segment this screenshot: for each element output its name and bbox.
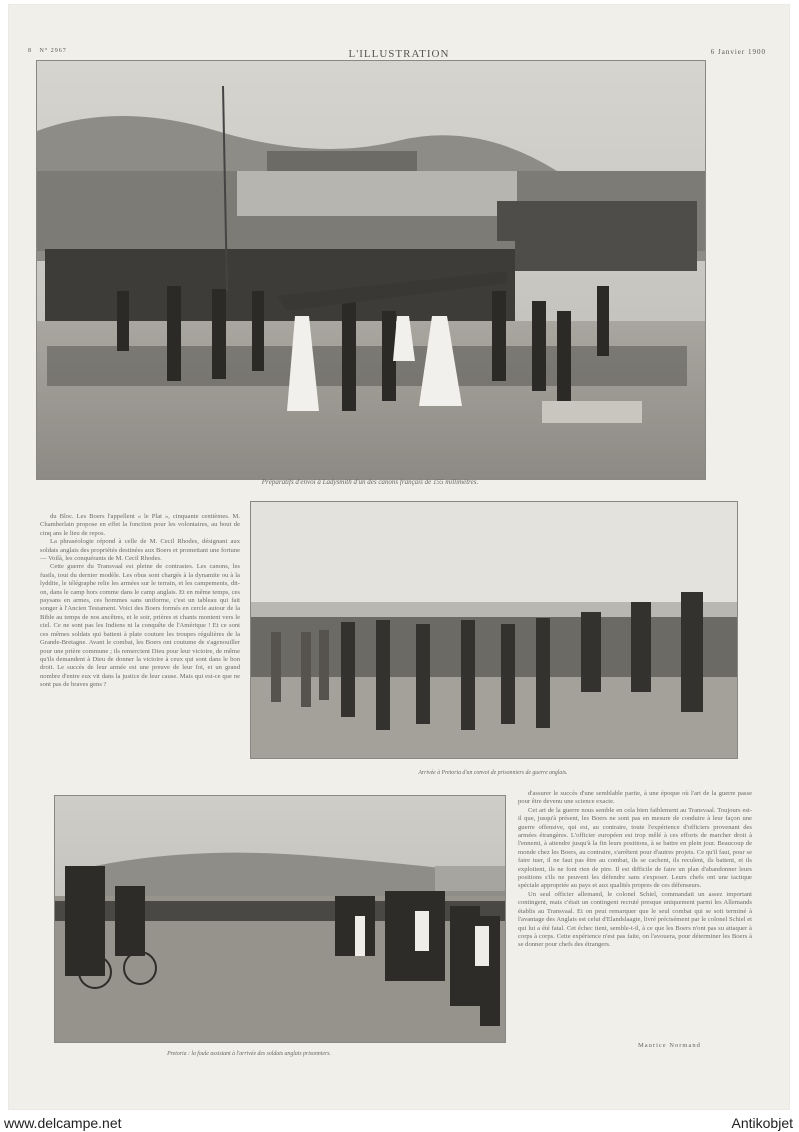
article-paragraph: du Bloc. Les Boers l'appellent « le Plat », cinquante centièmes. M. Chamberlain propose en effet la fonction pour les volontaires, au bout de cinq ans le lieu de repos. <box>40 513 240 537</box>
footer-right-brand: Antikobjet <box>731 1115 793 1131</box>
photo-caption-convoy: Arrivée à Pretoria d'un convoi de prisonniers de guerre anglais. <box>418 770 568 776</box>
issue-number: N° 2967 <box>39 48 67 54</box>
author-signature: Maurice Normand <box>638 1042 701 1049</box>
article-paragraph: d'assurer le succès d'une semblable partie, à une époque où l'art de la guerre passe pour être devenu une science exacte. <box>518 790 752 806</box>
photo-caption-crowd: Pretoria : la foule assistant à l'arrivée des soldats anglais prisonniers. <box>167 1051 331 1057</box>
newspaper-page <box>8 4 790 1110</box>
photo-caption-cannon: Préparatifs d'envoi à Ladysmith d'un des canons français de 155 millimètres. <box>261 478 479 486</box>
photo-pretoria-crowd <box>54 795 506 1043</box>
photo-prisoner-convoy <box>250 501 738 759</box>
issue-date: 6 Janvier 1900 <box>710 48 766 56</box>
article-paragraph: Cet art de la guerre nous semble en cela bien faiblement au Transvaal. Toujours est-il que, jusqu'à présent, les Boers ne sont pas en mesure de conduire à leur façon une guerre offensive, qui est, au contraire, toute l'expérience d'officiers provenant des armées étrangères. L'officier européen est trop mêlé à ces efforts de marcher droit à l'ennemi, à attendre jusqu'à la fin leurs positions, à se battre en plein jour. Beaucoup de monde chez les Boers, au contraire, s'arrêtent pour d'autres projets. Ce qu'il faut, pour se faire tuer, il ne faut pas être au combat, ils se cachent, ils reculent, ils battent, et ils exploitent, ils ne font rien de pire. Il est difficile de faire un plan d'abandonner leurs positions s'ils ne peuvent les défendre sans s'exposer. Leurs chefs ont une tactique spéciale appropriée au pays et aux qualités propres de ces défenseurs. <box>518 806 752 890</box>
article-paragraph: La phraséologie répond à celle de M. Cecil Rhodes, désignant aux soldats anglais des propriétés destinées aux Boers et promettant une fortune — Voilà, les conquérants de M. Cecil Rhodes. <box>40 538 240 563</box>
footer-bar <box>0 1113 799 1132</box>
footer-left-link[interactable]: www.delcampe.net <box>4 1115 122 1131</box>
article-column-right <box>518 790 752 1038</box>
page-number: 8 N° 2967 <box>28 48 67 54</box>
article-paragraph: Un seul officier allemand, le colonel Schiel, commandait un assez important contingent, mais c'était un contingent recruté presque uniquement parmi les Allemands établis au Transvaal. Et on peut remarquer que le seul combat qui se soit terminé à l'avantage des Anglais est celui d'Elandslaagte, livré précisément par le colonel Schiel et qui lui a été fatal. Cet échec tient, semble-t-il, à ce que les Boers n'ont pas su attaquer à corps à corps. Cette expérience n'est pas faite, on l'avouera, pour déterminer les Boers à se donner pour chefs des étrangers. <box>518 890 752 949</box>
article-column-left <box>40 513 240 791</box>
photo-cannon-preparation <box>36 60 706 480</box>
masthead-title: L'ILLUSTRATION <box>348 48 450 60</box>
article-paragraph: Cette guerre du Transvaal est pleine de contrastes. Les canons, les fusils, tout du dernier modèle. Les obus sont chargés à la dynamite ou à la lyddite, le télégraphe relie les armées sur le terrain, et les campements, dit-on, dans le camp hors comme dans le camp anglais. Et en même temps, ces paysans en armes, ces hommes sans uniforme, c'est un tableau qui fait songer à l'Ancien Testament. Voici des Boers formés en cercle autour de la Bible au temps de nos ancêtres, et le soir, prières et chants montent vers le ciel. Ce ne sont pas les Indiens ni la conquête de l'Amérique ! Et ce sont ces mêmes soldats qui battent à plate couture les troupes régulières de la Grande-Bretagne. Avant le combat, les Boers ont coutume de s'agenouiller pour une prière commune ; ils remercient Dieu pour leur victoire, de même qu'ils demandent à Dieu de donner la victoire à ceux qui sont dans le bon droit. Le succès de leur armée est une preuve de leur foi, et un grand nombre d'entre eux vit dans la justice de leur cause. Mais qui est-ce que ne sont pas de braves gens ? <box>40 563 240 689</box>
